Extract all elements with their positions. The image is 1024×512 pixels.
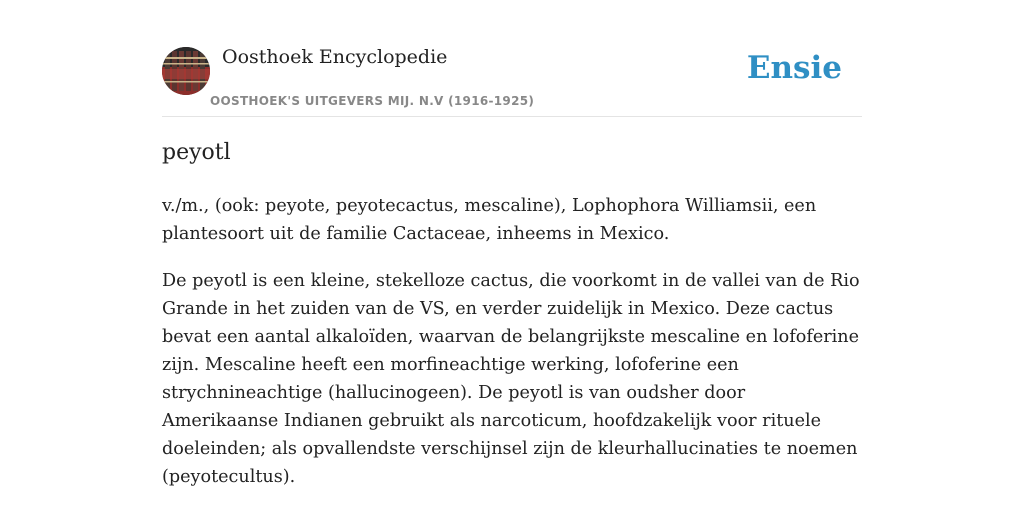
entry-paragraph: v./m., (ook: peyote, peyotecactus, mescaline), Lophophora Williamsii, een plantesoort uit de familie Cactaceae, inheems in Mexico.: [162, 196, 817, 244]
entry-title: peyotl: [162, 140, 231, 165]
source-avatar[interactable]: [162, 47, 210, 95]
entry-body: [162, 192, 862, 510]
entry-paragraph: De peyotl is een kleine, stekelloze cactus, die voorkomt in de vallei van de Rio Grande in het zuiden van de VS, en verder zuidelijk in Mexico. Deze cactus bevat een aantal alkaloïden, waarvan de belangrijkste mescaline en lofoferine zijn. Mescaline heeft een morfineachtige werking, lofoferine een strychnineachtige (hallucinogeen). De peyotl is van oudsher door Amerikaanse Indianen gebruikt als narcoticum, hoofdzakelijk voor rituele doeleinden; als opvallendste verschijnsel zijn de kleurhallucinaties te noemen (peyotecultus).: [162, 271, 860, 487]
source-subtitle: OOSTHOEK'S UITGEVERS MIJ. N.V (1916-1925): [210, 94, 535, 108]
book-spines-icon: [162, 47, 210, 95]
source-header: [162, 46, 862, 117]
ensie-logo-link[interactable]: Ensie: [746, 50, 842, 86]
source-title[interactable]: Oosthoek Encyclopedie: [222, 46, 448, 68]
